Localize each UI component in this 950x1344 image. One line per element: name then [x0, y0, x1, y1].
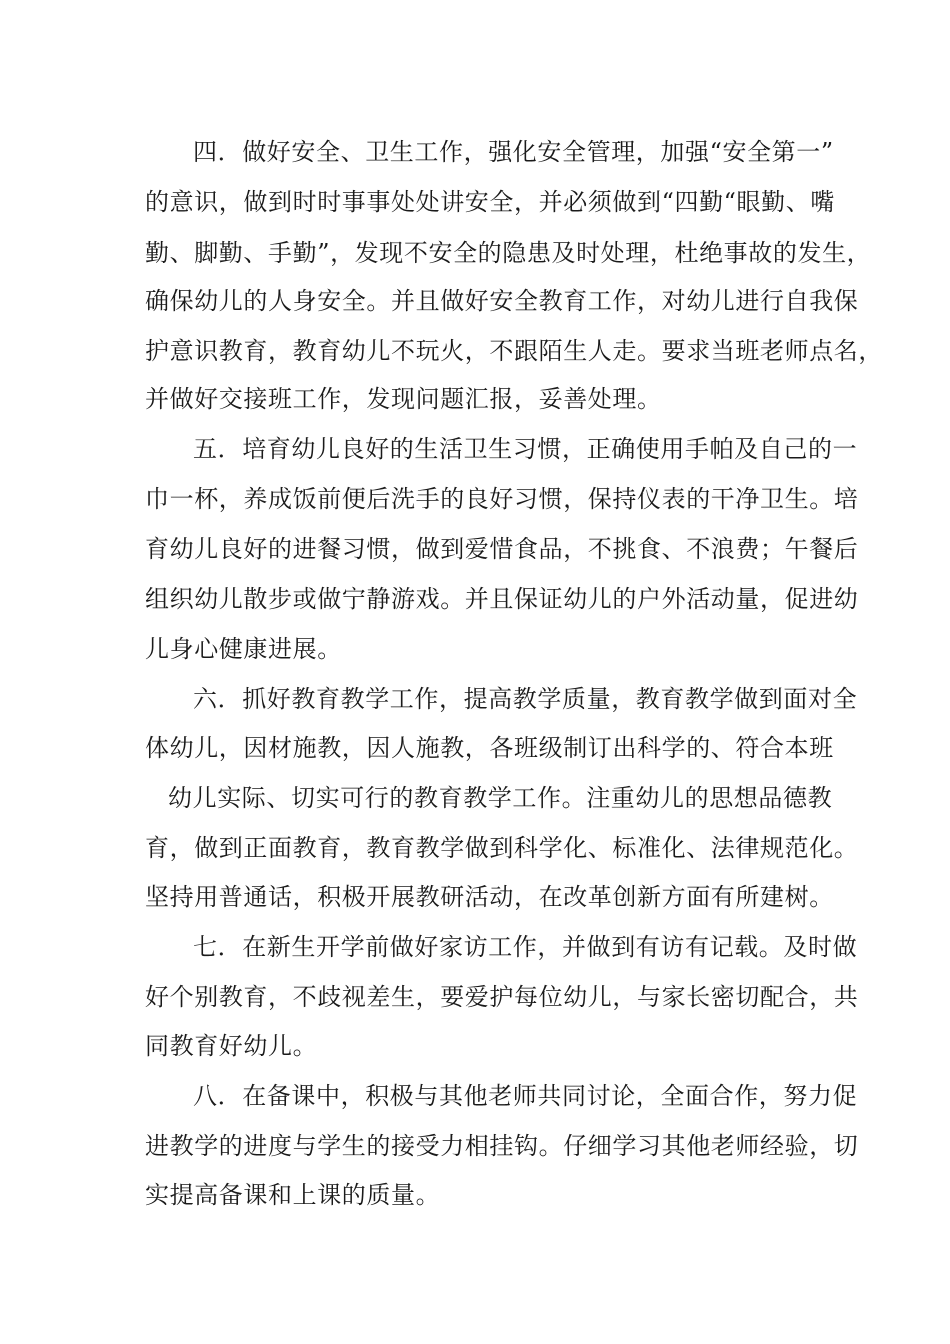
- paragraph-1-line-4: 确保幼儿的人身安全。并且做好安全教育工作，对幼儿进行自我保: [145, 287, 859, 315]
- paragraph-5-line-1: 八．在备课中，积极与其他老师共同讨论，全面合作，努力促: [193, 1082, 858, 1110]
- paragraph-1-line-2: 的意识，做到时时事事处处讲安全，并必须做到“四勤“眼勤、嘴: [145, 188, 835, 216]
- paragraph-3-line-5: 坚持用普通话，积极开展教研活动，在改革创新方面有所建树。: [145, 883, 834, 911]
- paragraph-5-line-3: 实提高备课和上课的质量。: [145, 1181, 441, 1209]
- paragraph-1-line-6: 并做好交接班工作，发现问题汇报，妥善处理。: [145, 385, 662, 413]
- paragraph-4-line-2: 好个别教育，不歧视差生，要爱护每位幼儿，与家长密切配合，共: [145, 983, 859, 1011]
- paragraph-2-line-3: 育幼儿良好的进餐习惯，做到爱惜食品，不挑食、不浪费；午餐后: [145, 535, 859, 563]
- paragraph-3-line-3: 幼儿实际、切实可行的教育教学工作。注重幼儿的思想品德教: [168, 784, 833, 812]
- paragraph-5-line-2: 进教学的进度与学生的接受力相挂钩。仔细学习其他老师经验，切: [145, 1132, 859, 1160]
- paragraph-3-line-1: 六．抓好教育教学工作，提高教学质量，教育教学做到面对全: [193, 685, 858, 713]
- paragraph-2-line-4: 组织幼儿散步或做宁静游戏。并且保证幼儿的户外活动量，促进幼: [145, 585, 859, 613]
- paragraph-4-line-3: 同教育好幼儿。: [145, 1032, 318, 1060]
- paragraph-3-line-4: 育，做到正面教育，教育教学做到科学化、标准化、法律规范化。: [145, 834, 859, 862]
- paragraph-2-line-5: 儿身心健康进展。: [145, 635, 342, 663]
- paragraph-1-line-1: 四．做好安全、卫生工作，强化安全管理，加强“安全第一”: [193, 138, 834, 166]
- paragraph-2-line-2: 巾一杯，养成饭前便后洗手的良好习惯，保持仪表的干净卫生。培: [145, 485, 859, 513]
- paragraph-2-line-1: 五．培育幼儿良好的生活卫生习惯，正确使用手帕及自己的一: [193, 435, 858, 463]
- paragraph-1-line-5: 护意识教育，教育幼儿不玩火，不跟陌生人走。要求当班老师点名，: [145, 337, 883, 365]
- paragraph-3-line-2: 体幼儿，因材施教，因人施教，各班级制订出科学的、符合本班: [145, 734, 834, 762]
- paragraph-4-line-1: 七．在新生开学前做好家访工作，并做到有访有记载。及时做: [193, 933, 858, 961]
- paragraph-1-line-3: 勤、脚勤、手勤”，发现不安全的隐患及时处理，杜绝事故的发生，: [145, 239, 872, 267]
